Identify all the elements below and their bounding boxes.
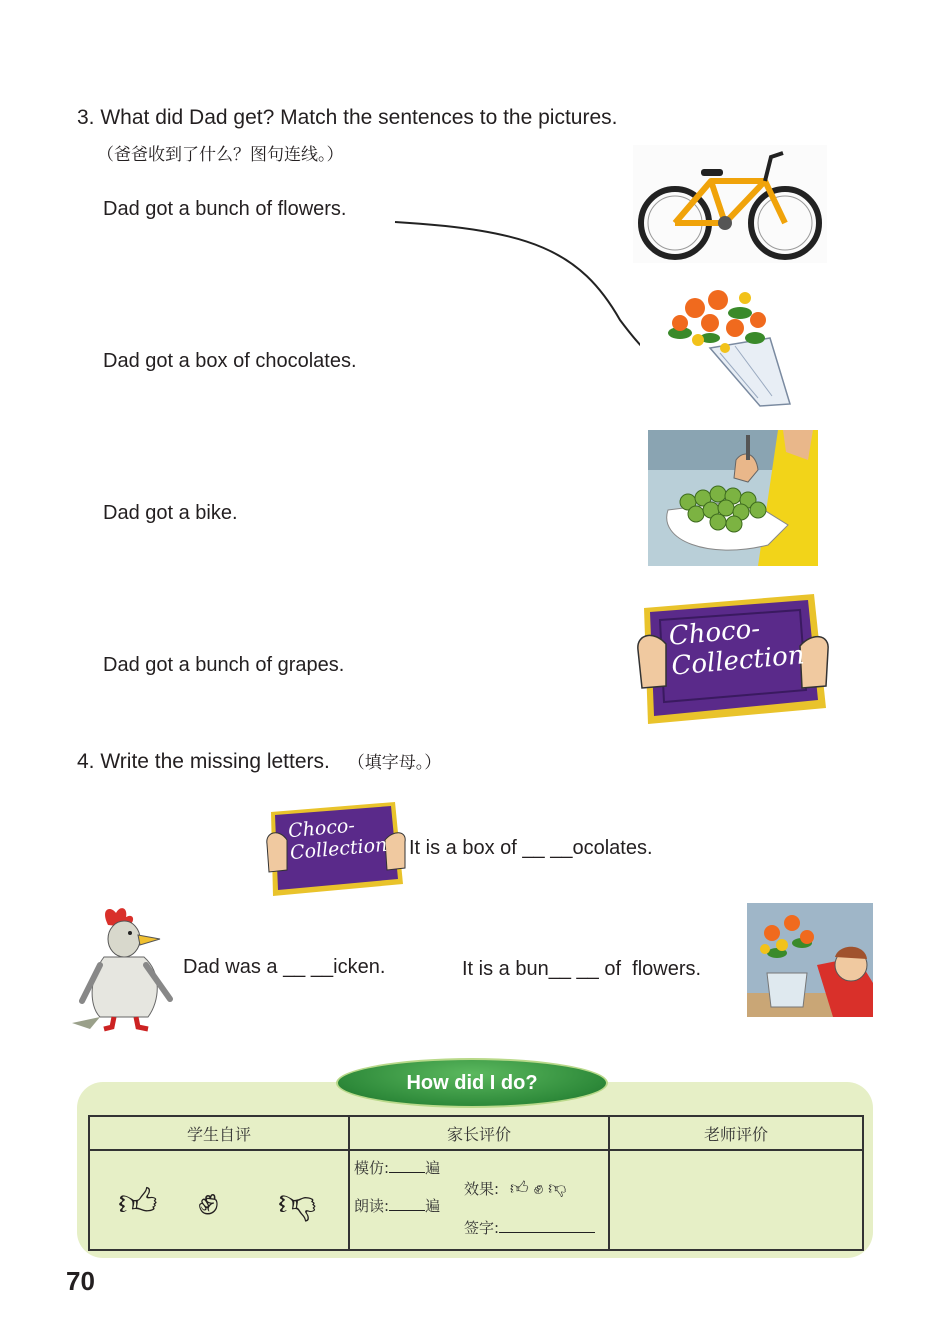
choco-small-line1: Choco- [287, 814, 356, 843]
q4-title [77, 748, 441, 774]
q4-item1-post: ocolates. [572, 837, 653, 859]
self-eval-cell [89, 1150, 349, 1250]
header-self-eval: 学生自评 [89, 1116, 349, 1150]
q4-item3 [462, 958, 701, 981]
thumbs-up-icon[interactable]: 👍︎ [118, 1182, 158, 1224]
q3-title: 3. What did Dad get? Match the sentences to the pictures. [77, 106, 618, 129]
q4-item3-pre: It is a bun [462, 958, 549, 980]
q4-item2-post: icken. [333, 956, 386, 978]
parent-eval-cell [349, 1150, 609, 1250]
header-parent-eval: 家长评价 [349, 1116, 609, 1150]
imitate-label: 模仿: [354, 1159, 390, 1177]
sentence-flowers: Dad got a bunch of flowers. [103, 198, 347, 220]
sign-label: 签字: [464, 1219, 500, 1237]
how-did-i-do-title: How did I do? [336, 1058, 608, 1108]
chicken-dad-picture [70, 905, 182, 1035]
choco-label-line1: Choco- [667, 613, 762, 652]
fist-icon[interactable]: ✊︎ [198, 1181, 219, 1223]
sentence-grapes: Dad got a bunch of grapes. [103, 654, 345, 676]
effect-fist-icon[interactable]: ✊︎ [533, 1178, 544, 1199]
q4-item1 [409, 837, 653, 860]
imitate-row [354, 1157, 440, 1178]
flowers-vase-picture [747, 903, 873, 1017]
teacher-eval-cell[interactable] [609, 1150, 863, 1250]
read-row [354, 1195, 440, 1216]
imitate-times: 遍 [425, 1159, 441, 1177]
read-label: 朗读: [354, 1197, 390, 1215]
effect-thumbs-up-icon[interactable]: 👍︎ [509, 1178, 529, 1199]
sentence-bike: Dad got a bike. [103, 502, 238, 524]
evaluation-table [88, 1115, 864, 1251]
q4-item3-blank[interactable]: __ __ [548, 958, 599, 980]
q4-item3-post: of flowers. [598, 958, 702, 980]
thumbs-down-icon[interactable]: 👎︎ [278, 1182, 317, 1224]
sign-blank[interactable] [499, 1218, 595, 1233]
q4-item2 [183, 956, 385, 979]
sign-row [464, 1217, 595, 1238]
read-times: 遍 [425, 1197, 441, 1215]
effect-thumbs-down-icon[interactable]: 👎︎ [548, 1178, 567, 1199]
header-teacher-eval: 老师评价 [609, 1116, 863, 1150]
read-blank[interactable] [389, 1196, 425, 1211]
choco-label-line2: Collection [670, 640, 806, 682]
q3-subtitle: （爸爸收到了什么？图句连线。） [97, 145, 344, 165]
sentence-chocolates: Dad got a box of chocolates. [103, 350, 357, 372]
q4-item1-pre: It is a box of [409, 837, 523, 859]
effect-row [464, 1177, 566, 1199]
q4-item2-pre: Dad was a [183, 956, 284, 978]
grapes-picture [648, 430, 818, 566]
choco-small-picture [265, 798, 407, 898]
bike-picture [633, 145, 827, 263]
effect-label: 效果: [464, 1180, 500, 1198]
page-number: 70 [66, 1266, 95, 1296]
q4-item2-blank[interactable]: __ __ [283, 956, 334, 978]
q4-item1-blank[interactable]: __ __ [522, 837, 573, 859]
flowers-picture [640, 278, 826, 410]
q4-title-text: 4. Write the missing letters. [77, 750, 330, 773]
chocolates-picture [636, 590, 830, 726]
choco-small-line2: Collection [289, 833, 389, 865]
imitate-blank[interactable] [389, 1158, 425, 1173]
q4-subtitle: （填字母。） [347, 753, 442, 773]
